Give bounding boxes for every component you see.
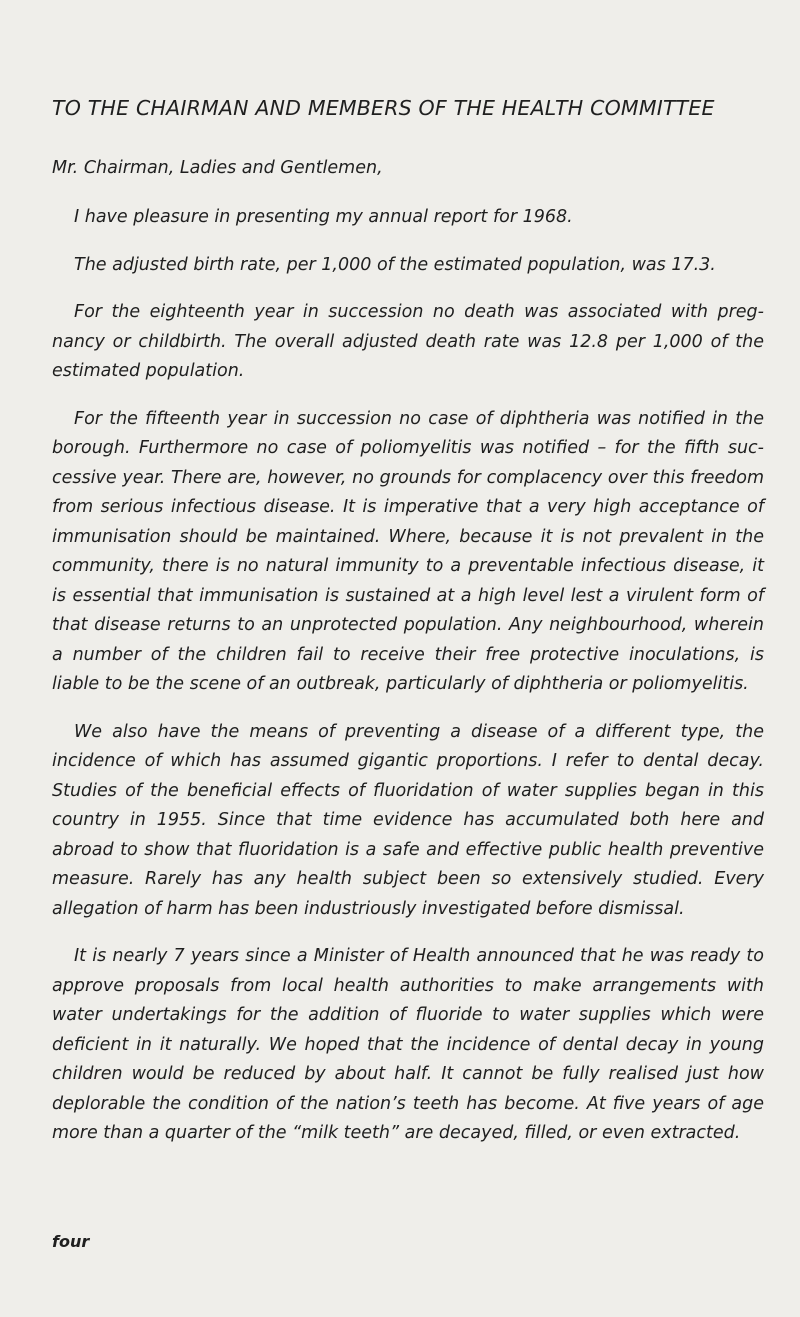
- paragraph-death-rate: For the eighteenth year in succession no death was associated with pregnancy or childbirth. The overall adjusted death rate was 12.8 per 1,000 of the estimated population.: [52, 302, 764, 381]
- paragraph-fluoridation: It is nearly 7 years since a Minister of Health announced that he was ready to approve proposals from local health authorities to make arrangements with water undertakings for the addition of fluoride to water supplies which were deficient in it naturally. We hoped that the incidence of dental decay in young children would be reduced by about half. It cannot be fully realised just how deplorable the condition of the nation’s teeth has become. At five years of age more than a quarter of the “milk teeth” are decayed, filled, or even extracted.: [52, 946, 764, 1143]
- paragraph-dental-decay: We also have the means of preventing a disease of a different type, the incidence of which has assumed gigantic proportions. I refer to dental decay. Studies of the beneficial effects of fluoridation of water supplies began in this country in 1955. Since that time evidence has accumulated both here and abroad to show that fluoridation is a safe and effective public health preventive measure. Rarely has any health subject been so extensively studied. Every allegation of harm has been industriously investigated before dismissal.: [52, 721, 764, 919]
- paragraph-infectious-disease: For the fifteenth year in succession no case of diphtheria was notified in the borough. Furthermore no case of poliomyelitis was notified – for the fifth successive year. There are, however, no grounds for complacency over this freedom from serious infectious disease. It is imperative that a very high acceptance of immunisation should be maintained. Where, because it is not prevalent in the community, there is no natural immunity to a preventable infectious disease, it is essential that immunisation is sustained at a high level lest a virulent form of that disease returns to an unprotected population. Any neighbourhood, wherein a number of the children fail to receive their free protective inoculations, is liable to be the scene of an outbreak, particularly of diphtheria or poliomyelitis.: [52, 408, 764, 694]
- paragraph-birth-rate: The adjusted birth rate, per 1,000 of the estimated population, was 17.3.: [74, 254, 716, 275]
- salutation: Mr. Chairman, Ladies and Gentlemen,: [52, 158, 383, 178]
- paragraph-report-intro: I have pleasure in presenting my annual report for 1968.: [74, 207, 573, 227]
- page-heading: TO THE CHAIRMAN AND MEMBERS OF THE HEALTH COMMITTEE: [52, 96, 715, 120]
- page-number-label: four: [52, 1232, 90, 1251]
